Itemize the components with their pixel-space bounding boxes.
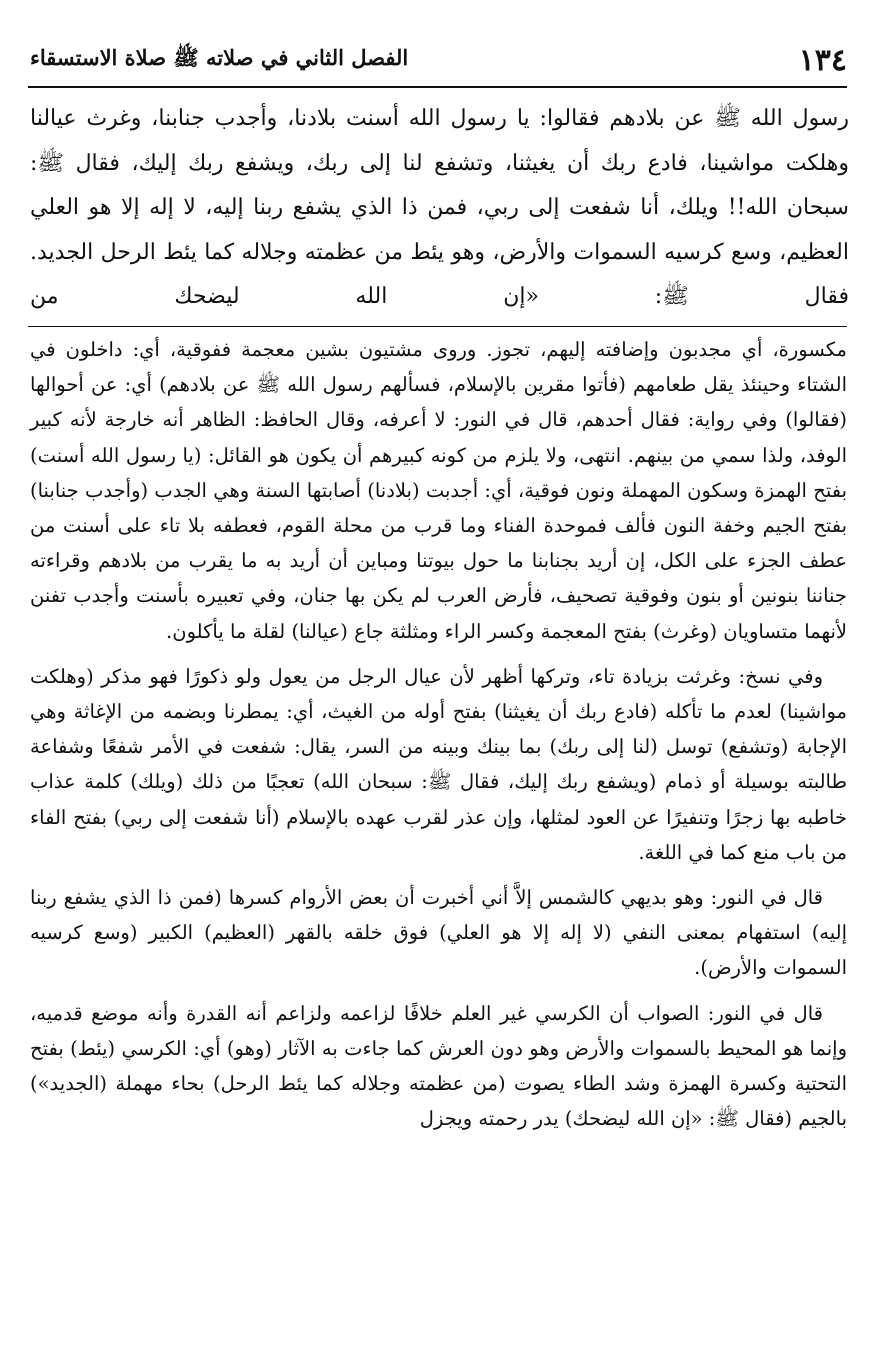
commentary-paragraph-4: قال في النور: الصواب أن الكرسي غير العلم خلافًا لزاعمه ولزاعم أنه القدرة وأنه موضع قدميه، وإنما هو المحيط بالسموات والأرض وهو دون العرش كما جاءت به الآثار (وهو) أي: الكرسي (يئط) بفتح التحتية وكسرة الهمزة وشد الطاء يصوت (من عظمته وجلاله كما يئط الرحل) بحاء مهملة (الجديد») بالجيم (فقال ﷺ: «إن الله ليضحك) يدر رحمته ويجزل bbox=[30, 1001, 847, 1131]
footnote-divider bbox=[28, 326, 847, 327]
header-rule bbox=[28, 86, 847, 88]
hadith-text bbox=[30, 97, 849, 320]
page-number: ١٣٤ bbox=[798, 42, 847, 78]
page-header bbox=[30, 38, 847, 82]
commentary-paragraph-2: وفي نسخ: وغرثت بزيادة تاء، وتركها أظهر لأن عيال الرجل من يعول ولو ذكورًا فهو مذكر (وهلكت مواشينا) لعدم ما تأكله (فادع ربك أن يغيثنا) بفتح أوله من الغيث، أي: يمطرنا وبضمه من الإغاثة وهي الإجابة (وتشفع) توسل (لنا إلى ربك) بما بينك وبينه من السر، يقال: شفعت في الأمر شفعًا وشفاعة طالبته بوسيلة أو ذمام (ويشفع ربك إليك، فقال ﷺ: سبحان الله) تعجبًا من ذلك (ويلك) كلمة عذاب خاطبه بها زجرًا وتنفيرًا عن العود لمثلها، وإن عذر لقرب عهده بالإسلام (أنا شفعت إلى ربي) بفتح الفاء من باب منع كما في اللغة. bbox=[30, 664, 847, 864]
commentary bbox=[30, 332, 847, 1136]
hadith-paragraph: رسول الله ﷺ عن بلادهم فقالوا: يا رسول الله أسنت بلادنا، وأجدب جنابنا، وغرث عيالنا وهلكت مواشينا، فادع ربك أن يغيثنا، وتشفع لنا إلى ربك، ويشفع ربك إليك، فقال ﷺ: سبحان الله!! ويلك، أنا شفعت إلى ربي، فمن ذا الذي يشفع ربنا إليه، لا إله إلا هو العلي العظيم، وسع كرسيه السموات والأرض، وهو يئط من عظمته وجلاله كما يئط الرحل الجديد. فقال ﷺ: «إن الله ليضحك من bbox=[30, 106, 849, 309]
running-title: الفصل الثاني في صلاته ﷺ صلاة الاستسقاء bbox=[30, 44, 409, 70]
commentary-paragraph-1: مكسورة، أي مجدبون وإضافته إليهم، تجوز. وروى مشتيون بشين معجمة ففوقية، أي: داخلون في الشتاء وحينئذ يقل طعامهم (فأتوا مقرين بالإسلام، فسألهم رسول الله ﷺ عن بلادهم) أي: عن أحوالها (فقالوا) وفي رواية: فقال أحدهم، قال في النور: لا أعرفه، وقال الحافظ: الظاهر أنه خارجة لأنه كبير الوفد، ولذا سمي من بينهم. انتهى، ولا يلزم من كونه كبيرهم أن يكون هو القائل: (يا رسول الله أسنت) بفتح الهمزة وسكون المهملة ونون فوقية، أي: أجدبت (بلادنا) أصابتها السنة وهي الجدب (وأجدب جنابنا) بفتح الجيم وخفة النون فألف فموحدة الفناء وما قرب من محلة القوم، فعطفه بلا تاء على أسنت من عطف الجزء على الكل، إن أريد بجنابنا ما حول بيوتنا ومباين أن أريد به ما يقرب من بلادهم وقراءته جناننا بنونين أو بنون وفوقية تصحيف، فأرض العرب لم يكن بها جنان، وفي تعبيره بأسنت وأجدب تفنن لأنهما متساويان (وغرث) بفتح المعجمة وكسر الراء ومثلثة جاع (عيالنا) لقلة ما يأكلون. bbox=[30, 338, 847, 643]
commentary-paragraph-3: قال في النور: وهو بديهي كالشمس إلاَّ أني أخبرت أن بعض الأروام كسرها (فمن ذا الذي يشفع ربنا إليه) استفهام بمعنى النفي (لا إله إلا هو العلي) فوق خلقه بالقهر (العظيم) الكبير (وسع كرسيه السموات والأرض). bbox=[30, 886, 847, 980]
